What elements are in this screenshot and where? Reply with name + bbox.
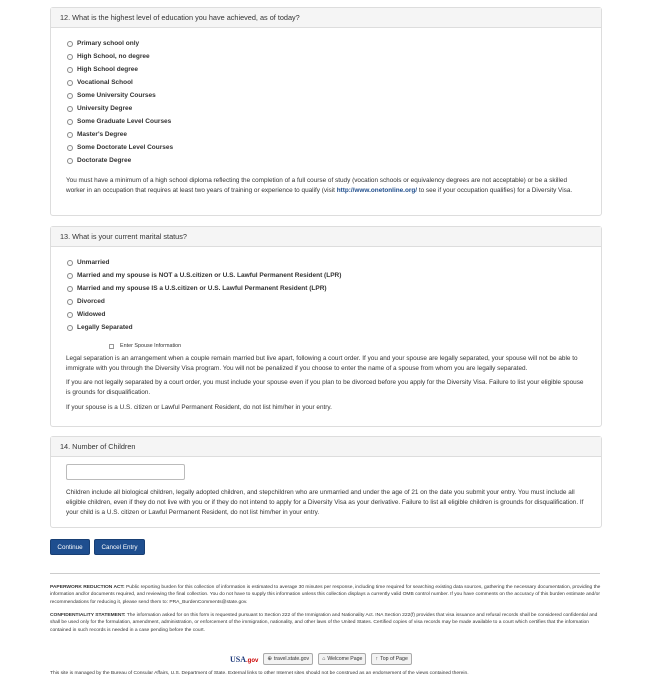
question-12-header: 12. What is the highest level of education you have achieved, as of today? [51,8,601,28]
footer-divider [50,573,600,574]
radio-icon[interactable] [67,299,73,305]
home-icon: ⌂ [322,656,326,662]
education-option-masters[interactable]: Master's Degree [67,129,127,140]
radio-icon[interactable] [67,260,73,266]
radio-icon[interactable] [67,158,73,164]
paperwork-reduction-act: PAPERWORK REDUCTION ACT: Public reporting burden for this collection of information is estimated to average 30 minutes per response, including time required for searching existing data sources, gathering the necessary documentation, providing the information and/or documents required, and reviewing the final collection. You do not have to supply this information unless this collection displays a currently valid OMB control number. If you have comments on the accuracy of this burden estimate and/or recommendations for reducing it, please send them to: PRA_BurdenComments@state.gov. [50,585,601,605]
radio-icon[interactable] [67,145,73,151]
question-13-header: 13. What is your current marital status? [51,227,601,247]
usagov-logo[interactable]: USA .gov [230,654,259,664]
radio-icon[interactable] [67,325,73,331]
marital-option-divorced[interactable]: Divorced [67,296,105,307]
radio-icon[interactable] [67,286,73,292]
education-option-some-graduate[interactable]: Some Graduate Level Courses [67,116,171,127]
education-option-doctorate[interactable]: Doctorate Degree [67,155,131,166]
radio-icon[interactable] [67,273,73,279]
education-option-some-doctorate[interactable]: Some Doctorate Level Courses [67,142,173,153]
managed-by-statement: This site is managed by the Bureau of Consular Affairs, U.S. Department of State. External links to other Internet sites should not be construed as an endorsement of the views contained therein. [50,671,469,676]
top-of-page-link[interactable]: ↑ Top of Page [371,653,411,665]
education-option-vocational[interactable]: Vocational School [67,77,133,88]
marital-option-married-citizen[interactable]: Married and my spouse IS a U.S.citizen or U.S. Lawful Permanent Resident (LPR) [67,283,327,294]
radio-icon[interactable] [67,106,73,112]
radio-icon[interactable] [67,67,73,73]
radio-icon[interactable] [67,132,73,138]
marital-option-unmarried[interactable]: Unmarried [67,257,110,268]
question-14-panel [50,436,602,528]
continue-button[interactable]: Continue [50,539,90,555]
question-14-header: 14. Number of Children [51,437,601,457]
radio-icon[interactable] [67,41,73,47]
education-option-university-degree[interactable]: University Degree [67,103,132,114]
marital-option-widowed[interactable]: Widowed [67,309,105,320]
spouse-citizen-note: If your spouse is a U.S. citizen or Lawful Permanent Resident, do not list him/her in your entry. [66,404,332,411]
education-note: You must have a minimum of a high school diploma reflecting the completion of a full course of study (vocation schools or equivalency degrees are not acceptable) or be a skilled worker in an occupation that requires at least two years of training or experience to qualify (visit http://www.onetonline.org/ to see if your occupation qualifies) for a Diversity Visa. [66,177,573,194]
radio-icon[interactable] [67,93,73,99]
education-option-high-school-no-degree[interactable]: High School, no degree [67,51,150,62]
confidentiality-statement: CONFIDENTIALITY STATEMENT: The information asked for on this form is requested pursuant to Section 222 of the Immigration and Nationality Act. INA Section 222(f) provides that visa issuance and refusal records shall be considered confidential and shall be used only for the formulation, amendment, administration, or enforcement of the immigration, nationality, and other laws of the United States. Certified copies of visa records may be made available to a court which certifies that the information contained in such records is needed in a case pending before the court. [50,613,598,633]
radio-icon[interactable] [67,80,73,86]
not-legally-separated-note: If you are not legally separated by a court order, you must include your spouse even if you plan to be divorced before you apply for the Diversity Visa. Failure to list your eligible spouse is grounds for disqualification. [66,379,584,396]
radio-icon[interactable] [67,119,73,125]
education-option-primary[interactable]: Primary school only [67,38,139,49]
education-option-some-university[interactable]: Some University Courses [67,90,156,101]
children-note: Children include all biological children, legally adopted children, and stepchildren who are unmarried and under the age of 21 on the date you submit your entry. You must include all eligible children, even if they do not live with you or if they do not intend to apply for a Diversity Visa as your derivative. Failure to list all eligible children is grounds for disqualification. If your child is a U.S. citizen or Lawful Permanent Resident, do not list him/her in your entry. [66,489,584,516]
marital-option-married-not-citizen[interactable]: Married and my spouse is NOT a U.S.citizen or U.S. Lawful Permanent Resident (LPR) [67,270,341,281]
spouse-checkbox[interactable] [109,344,114,349]
radio-icon[interactable] [67,312,73,318]
enter-spouse-checkbox-row[interactable]: Enter Spouse Information [109,343,181,349]
onetonline-link[interactable]: http://www.onetonline.org/ [336,187,418,194]
cancel-entry-button[interactable]: Cancel Entry [94,539,145,555]
globe-icon: ⊕ [267,656,272,662]
radio-icon[interactable] [67,54,73,60]
number-of-children-input[interactable] [66,464,185,480]
arrow-up-icon: ↑ [375,656,379,662]
question-12-panel [50,7,602,216]
legal-separation-note: Legal separation is an arrangement when a couple remain married but live apart, following a court order. If you and your spouse are legally separated, your spouse will not be able to immigrate with you through the Diversity Visa program. You will not be penalized if you choose to enter the name of a spouse from whom you are legally separated. [66,355,578,372]
footer-links [230,653,412,665]
travel-state-gov-link[interactable]: ⊕ travel.state.gov [263,653,313,665]
question-13-panel [50,226,602,427]
education-option-high-school-degree[interactable]: High School degree [67,64,138,75]
welcome-page-link[interactable]: ⌂ Welcome Page [318,653,366,665]
marital-option-legally-separated[interactable]: Legally Separated [67,322,133,333]
